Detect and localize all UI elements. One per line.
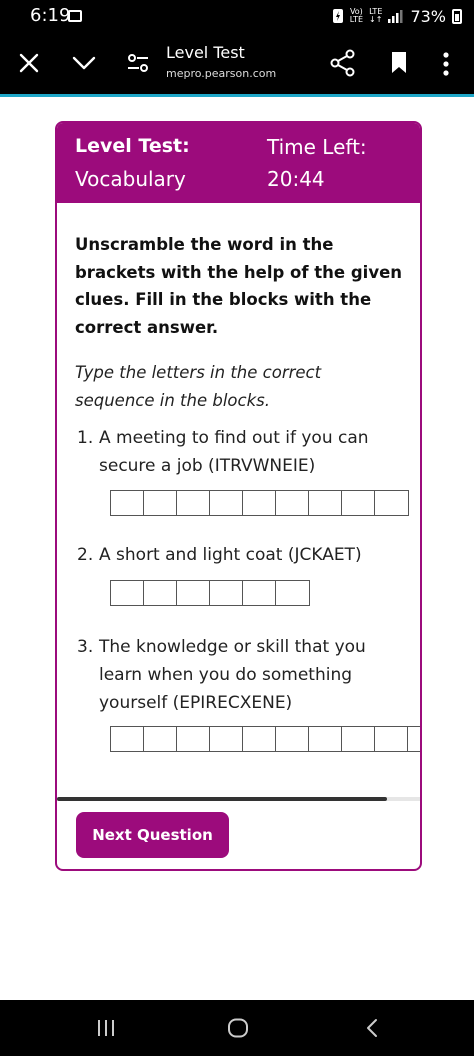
letter-block[interactable] [374, 490, 409, 516]
page-url: mepro.pearson.com [166, 67, 277, 80]
question-1 [77, 424, 407, 480]
scrollbar-thumb[interactable] [57, 797, 387, 801]
letter-block[interactable] [275, 580, 310, 606]
letter-block[interactable] [341, 490, 376, 516]
site-settings-icon[interactable] [126, 51, 150, 75]
letter-block[interactable] [242, 580, 277, 606]
share-icon[interactable] [330, 49, 356, 77]
data-saver-icon [332, 8, 344, 24]
question-3 [77, 633, 407, 717]
letter-block[interactable] [110, 580, 145, 606]
letter-block[interactable] [275, 490, 310, 516]
letter-block[interactable] [176, 726, 211, 752]
status-indicators [332, 4, 462, 28]
time-left-value: 20:44 [267, 167, 325, 191]
letter-block[interactable] [209, 580, 244, 606]
horizontal-scrollbar[interactable] [57, 797, 420, 801]
test-card [55, 121, 422, 871]
battery-icon [452, 9, 462, 24]
question-number: 2. [77, 545, 94, 565]
question-text: A short and light coat (JCKAET) [99, 545, 362, 565]
question-2 [77, 541, 407, 569]
lte-indicator: LTE ↓↑ [369, 7, 383, 24]
card-header [57, 123, 420, 203]
next-question-button[interactable]: Next Question [76, 812, 229, 858]
question-text: A meeting to find out if you can secure a job (ITRVWNEIE) [99, 428, 369, 476]
answer-blocks-1 [110, 490, 407, 516]
letter-block[interactable] [242, 490, 277, 516]
letter-block[interactable] [242, 726, 277, 752]
signal-icon [388, 9, 404, 23]
letter-block[interactable] [275, 726, 310, 752]
letter-block[interactable] [374, 726, 409, 752]
letter-block[interactable] [176, 580, 211, 606]
letter-block[interactable] [176, 490, 211, 516]
more-vertical-icon[interactable] [442, 51, 450, 77]
status-bar [0, 0, 474, 33]
close-icon[interactable] [18, 52, 40, 74]
home-icon[interactable] [218, 1000, 258, 1056]
letter-block[interactable] [407, 726, 422, 752]
letter-block[interactable] [209, 726, 244, 752]
gallery-notification-icon [68, 10, 82, 22]
letter-block[interactable] [143, 726, 178, 752]
toolbar-accent-line [0, 94, 474, 97]
browser-toolbar [0, 33, 474, 94]
system-nav-bar [0, 1000, 474, 1056]
question-number: 1. [77, 428, 94, 448]
recent-apps-icon[interactable] [86, 1000, 126, 1056]
letter-block[interactable] [308, 490, 343, 516]
letter-block[interactable] [308, 726, 343, 752]
answer-blocks-2 [110, 580, 308, 606]
status-time: 6:19 [30, 5, 71, 26]
letter-block[interactable] [143, 580, 178, 606]
chevron-down-icon[interactable] [72, 55, 96, 71]
letter-block[interactable] [110, 490, 145, 516]
question-number: 3. [77, 637, 94, 657]
letter-block[interactable] [110, 726, 145, 752]
answer-blocks-3 [110, 726, 422, 752]
letter-block[interactable] [341, 726, 376, 752]
instructions: Unscramble the word in the brackets with the help of the given clues. Fill in the blocks with the correct answer. [75, 235, 403, 337]
hint-text: Type the letters in the correct sequence in the blocks. [75, 363, 322, 410]
battery-percent: 73% [410, 6, 446, 26]
page-title: Level Test [166, 43, 245, 62]
test-title: Level Test: [75, 135, 190, 157]
volte-indicator: Vo) LTE [349, 7, 364, 24]
bookmark-icon[interactable] [390, 51, 408, 75]
time-left-label: Time Left: [267, 135, 367, 159]
letter-block[interactable] [143, 490, 178, 516]
test-section: Vocabulary [75, 167, 186, 191]
letter-block[interactable] [209, 490, 244, 516]
question-text: The knowledge or skill that you learn when you do something yourself (EPIRECXENE) [99, 637, 366, 713]
back-icon[interactable] [352, 1000, 392, 1056]
